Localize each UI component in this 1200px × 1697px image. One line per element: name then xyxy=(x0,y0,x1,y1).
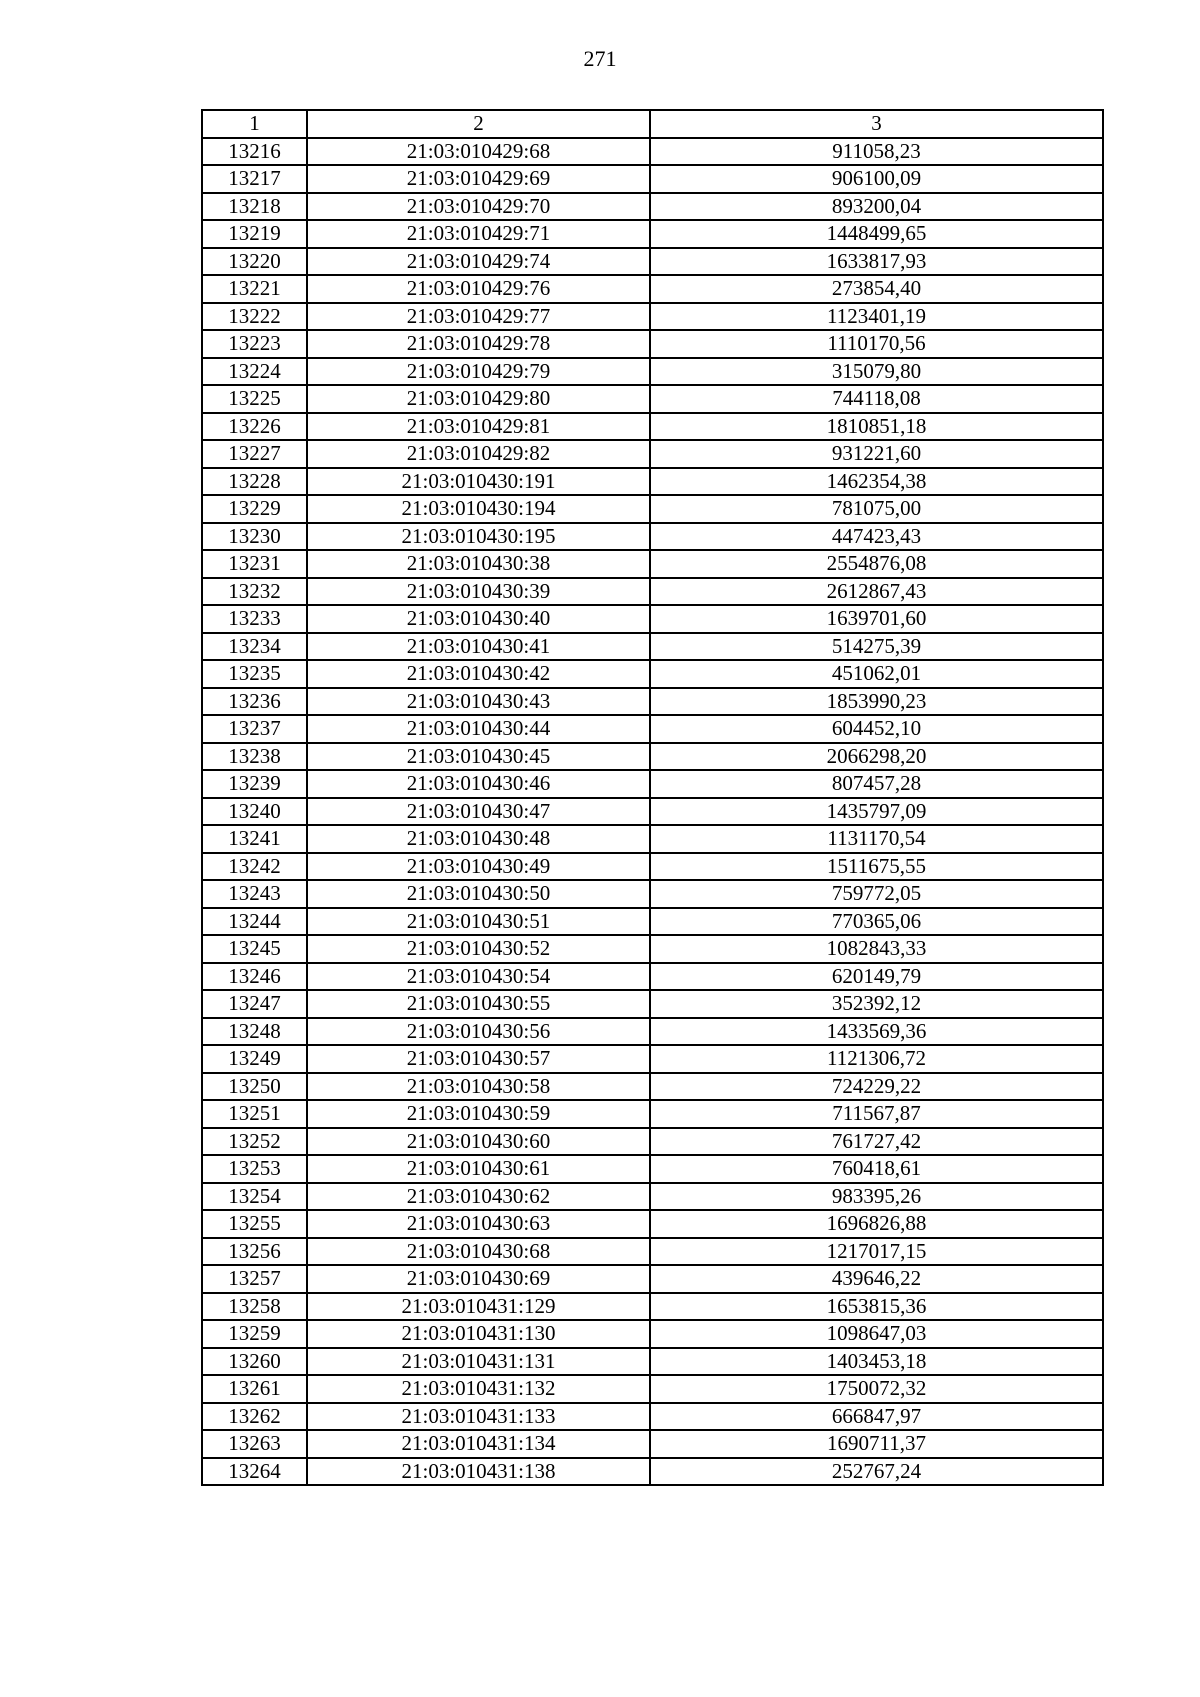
row-number-cell: 13252 xyxy=(202,1128,307,1156)
table-row xyxy=(202,358,1103,386)
row-number-cell: 13229 xyxy=(202,495,307,523)
value-cell: 1462354,38 xyxy=(650,468,1103,496)
value-cell: 2066298,20 xyxy=(650,743,1103,771)
value-cell: 911058,23 xyxy=(650,138,1103,166)
cadastral-number-cell: 21:03:010430:40 xyxy=(307,605,650,633)
value-cell: 620149,79 xyxy=(650,963,1103,991)
value-cell: 1110170,56 xyxy=(650,330,1103,358)
row-number-cell: 13264 xyxy=(202,1458,307,1486)
cadastral-number-cell: 21:03:010430:41 xyxy=(307,633,650,661)
table-row xyxy=(202,660,1103,688)
value-cell: 1853990,23 xyxy=(650,688,1103,716)
row-number-cell: 13262 xyxy=(202,1403,307,1431)
value-cell: 666847,97 xyxy=(650,1403,1103,1431)
value-cell: 2554876,08 xyxy=(650,550,1103,578)
row-number-cell: 13220 xyxy=(202,248,307,276)
table-row xyxy=(202,853,1103,881)
table-row xyxy=(202,743,1103,771)
cadastral-number-cell: 21:03:010429:78 xyxy=(307,330,650,358)
table-row xyxy=(202,770,1103,798)
cadastral-number-cell: 21:03:010431:131 xyxy=(307,1348,650,1376)
row-number-cell: 13234 xyxy=(202,633,307,661)
value-cell: 1123401,19 xyxy=(650,303,1103,331)
table-row xyxy=(202,385,1103,413)
table-row xyxy=(202,1128,1103,1156)
table-row xyxy=(202,248,1103,276)
value-cell: 761727,42 xyxy=(650,1128,1103,1156)
value-cell: 352392,12 xyxy=(650,990,1103,1018)
row-number-cell: 13216 xyxy=(202,138,307,166)
table-row xyxy=(202,798,1103,826)
value-cell: 514275,39 xyxy=(650,633,1103,661)
table-row xyxy=(202,633,1103,661)
cadastral-number-cell: 21:03:010430:59 xyxy=(307,1100,650,1128)
table-row xyxy=(202,330,1103,358)
column-header-2: 2 xyxy=(307,110,650,138)
value-cell: 1121306,72 xyxy=(650,1045,1103,1073)
value-cell: 1810851,18 xyxy=(650,413,1103,441)
cadastral-number-cell: 21:03:010430:195 xyxy=(307,523,650,551)
row-number-cell: 13218 xyxy=(202,193,307,221)
row-number-cell: 13227 xyxy=(202,440,307,468)
cadastral-number-cell: 21:03:010430:50 xyxy=(307,880,650,908)
value-cell: 1403453,18 xyxy=(650,1348,1103,1376)
value-cell: 931221,60 xyxy=(650,440,1103,468)
table-header-row xyxy=(202,110,1103,138)
value-cell: 1511675,55 xyxy=(650,853,1103,881)
table-row xyxy=(202,1458,1103,1486)
table-row xyxy=(202,715,1103,743)
table-row xyxy=(202,1430,1103,1458)
value-cell: 711567,87 xyxy=(650,1100,1103,1128)
cadastral-number-cell: 21:03:010430:45 xyxy=(307,743,650,771)
cadastral-number-cell: 21:03:010431:129 xyxy=(307,1293,650,1321)
table-row xyxy=(202,1265,1103,1293)
row-number-cell: 13245 xyxy=(202,935,307,963)
value-cell: 1098647,03 xyxy=(650,1320,1103,1348)
row-number-cell: 13248 xyxy=(202,1018,307,1046)
table-body xyxy=(202,138,1103,1486)
value-cell: 1653815,36 xyxy=(650,1293,1103,1321)
row-number-cell: 13256 xyxy=(202,1238,307,1266)
table-row xyxy=(202,1320,1103,1348)
table-row xyxy=(202,1210,1103,1238)
value-cell: 1435797,09 xyxy=(650,798,1103,826)
cadastral-number-cell: 21:03:010429:81 xyxy=(307,413,650,441)
table-row xyxy=(202,578,1103,606)
cadastral-number-cell: 21:03:010429:79 xyxy=(307,358,650,386)
cadastral-number-cell: 21:03:010430:62 xyxy=(307,1183,650,1211)
cadastral-number-cell: 21:03:010430:55 xyxy=(307,990,650,1018)
cadastral-number-cell: 21:03:010429:74 xyxy=(307,248,650,276)
table-row xyxy=(202,1018,1103,1046)
value-cell: 1633817,93 xyxy=(650,248,1103,276)
value-cell: 724229,22 xyxy=(650,1073,1103,1101)
cadastral-number-cell: 21:03:010431:133 xyxy=(307,1403,650,1431)
row-number-cell: 13246 xyxy=(202,963,307,991)
table-row xyxy=(202,440,1103,468)
table-row xyxy=(202,880,1103,908)
table-row xyxy=(202,688,1103,716)
value-cell: 1433569,36 xyxy=(650,1018,1103,1046)
value-cell: 451062,01 xyxy=(650,660,1103,688)
cadastral-number-cell: 21:03:010430:63 xyxy=(307,1210,650,1238)
value-cell: 1217017,15 xyxy=(650,1238,1103,1266)
row-number-cell: 13225 xyxy=(202,385,307,413)
value-cell: 807457,28 xyxy=(650,770,1103,798)
row-number-cell: 13221 xyxy=(202,275,307,303)
row-number-cell: 13240 xyxy=(202,798,307,826)
table-row xyxy=(202,908,1103,936)
row-number-cell: 13233 xyxy=(202,605,307,633)
table-row xyxy=(202,1293,1103,1321)
cadastral-number-cell: 21:03:010431:138 xyxy=(307,1458,650,1486)
cadastral-number-cell: 21:03:010430:56 xyxy=(307,1018,650,1046)
cadastral-number-cell: 21:03:010429:82 xyxy=(307,440,650,468)
row-number-cell: 13231 xyxy=(202,550,307,578)
cadastral-number-cell: 21:03:010429:76 xyxy=(307,275,650,303)
row-number-cell: 13242 xyxy=(202,853,307,881)
table-row xyxy=(202,193,1103,221)
cadastral-number-cell: 21:03:010430:58 xyxy=(307,1073,650,1101)
value-cell: 893200,04 xyxy=(650,193,1103,221)
value-cell: 1082843,33 xyxy=(650,935,1103,963)
cadastral-number-cell: 21:03:010430:61 xyxy=(307,1155,650,1183)
row-number-cell: 13230 xyxy=(202,523,307,551)
row-number-cell: 13224 xyxy=(202,358,307,386)
value-cell: 759772,05 xyxy=(650,880,1103,908)
row-number-cell: 13237 xyxy=(202,715,307,743)
value-cell: 1750072,32 xyxy=(650,1375,1103,1403)
row-number-cell: 13219 xyxy=(202,220,307,248)
registry-table xyxy=(201,109,1104,1486)
cadastral-number-cell: 21:03:010429:69 xyxy=(307,165,650,193)
value-cell: 315079,80 xyxy=(650,358,1103,386)
cadastral-number-cell: 21:03:010430:57 xyxy=(307,1045,650,1073)
value-cell: 906100,09 xyxy=(650,165,1103,193)
row-number-cell: 13235 xyxy=(202,660,307,688)
value-cell: 760418,61 xyxy=(650,1155,1103,1183)
table-row xyxy=(202,1073,1103,1101)
row-number-cell: 13259 xyxy=(202,1320,307,1348)
row-number-cell: 13226 xyxy=(202,413,307,441)
table-row xyxy=(202,303,1103,331)
cadastral-number-cell: 21:03:010430:68 xyxy=(307,1238,650,1266)
row-number-cell: 13258 xyxy=(202,1293,307,1321)
cadastral-number-cell: 21:03:010430:42 xyxy=(307,660,650,688)
table-row xyxy=(202,165,1103,193)
cadastral-number-cell: 21:03:010430:43 xyxy=(307,688,650,716)
cadastral-number-cell: 21:03:010430:44 xyxy=(307,715,650,743)
row-number-cell: 13228 xyxy=(202,468,307,496)
row-number-cell: 13257 xyxy=(202,1265,307,1293)
table-row xyxy=(202,1375,1103,1403)
cadastral-number-cell: 21:03:010430:60 xyxy=(307,1128,650,1156)
table-row xyxy=(202,1348,1103,1376)
row-number-cell: 13244 xyxy=(202,908,307,936)
row-number-cell: 13254 xyxy=(202,1183,307,1211)
row-number-cell: 13238 xyxy=(202,743,307,771)
cadastral-number-cell: 21:03:010429:80 xyxy=(307,385,650,413)
cadastral-number-cell: 21:03:010430:194 xyxy=(307,495,650,523)
cadastral-number-cell: 21:03:010430:47 xyxy=(307,798,650,826)
table-row xyxy=(202,1045,1103,1073)
row-number-cell: 13247 xyxy=(202,990,307,1018)
cadastral-number-cell: 21:03:010430:52 xyxy=(307,935,650,963)
cadastral-number-cell: 21:03:010430:69 xyxy=(307,1265,650,1293)
cadastral-number-cell: 21:03:010431:130 xyxy=(307,1320,650,1348)
value-cell: 1131170,54 xyxy=(650,825,1103,853)
cadastral-number-cell: 21:03:010430:38 xyxy=(307,550,650,578)
cadastral-number-cell: 21:03:010430:39 xyxy=(307,578,650,606)
value-cell: 781075,00 xyxy=(650,495,1103,523)
row-number-cell: 13251 xyxy=(202,1100,307,1128)
row-number-cell: 13263 xyxy=(202,1430,307,1458)
table-row xyxy=(202,495,1103,523)
cadastral-number-cell: 21:03:010429:71 xyxy=(307,220,650,248)
row-number-cell: 13236 xyxy=(202,688,307,716)
page-number: 271 xyxy=(583,46,617,71)
row-number-cell: 13222 xyxy=(202,303,307,331)
cadastral-number-cell: 21:03:010430:54 xyxy=(307,963,650,991)
row-number-cell: 13250 xyxy=(202,1073,307,1101)
table-row xyxy=(202,605,1103,633)
value-cell: 1696826,88 xyxy=(650,1210,1103,1238)
column-header-1: 1 xyxy=(202,110,307,138)
value-cell: 604452,10 xyxy=(650,715,1103,743)
cadastral-number-cell: 21:03:010430:48 xyxy=(307,825,650,853)
row-number-cell: 13261 xyxy=(202,1375,307,1403)
value-cell: 770365,06 xyxy=(650,908,1103,936)
row-number-cell: 13239 xyxy=(202,770,307,798)
value-cell: 1690711,37 xyxy=(650,1430,1103,1458)
value-cell: 2612867,43 xyxy=(650,578,1103,606)
cadastral-number-cell: 21:03:010429:68 xyxy=(307,138,650,166)
table-row xyxy=(202,275,1103,303)
table-row xyxy=(202,220,1103,248)
row-number-cell: 13223 xyxy=(202,330,307,358)
row-number-cell: 13217 xyxy=(202,165,307,193)
cadastral-number-cell: 21:03:010431:134 xyxy=(307,1430,650,1458)
table-row xyxy=(202,138,1103,166)
row-number-cell: 13243 xyxy=(202,880,307,908)
table-row xyxy=(202,990,1103,1018)
value-cell: 252767,24 xyxy=(650,1458,1103,1486)
table-row xyxy=(202,935,1103,963)
table-row xyxy=(202,523,1103,551)
row-number-cell: 13255 xyxy=(202,1210,307,1238)
table-row xyxy=(202,825,1103,853)
cadastral-number-cell: 21:03:010429:70 xyxy=(307,193,650,221)
table-row xyxy=(202,413,1103,441)
table-row xyxy=(202,468,1103,496)
table-row xyxy=(202,1183,1103,1211)
cadastral-number-cell: 21:03:010431:132 xyxy=(307,1375,650,1403)
value-cell: 983395,26 xyxy=(650,1183,1103,1211)
value-cell: 439646,22 xyxy=(650,1265,1103,1293)
value-cell: 744118,08 xyxy=(650,385,1103,413)
value-cell: 447423,43 xyxy=(650,523,1103,551)
cadastral-number-cell: 21:03:010430:46 xyxy=(307,770,650,798)
cadastral-number-cell: 21:03:010430:51 xyxy=(307,908,650,936)
row-number-cell: 13249 xyxy=(202,1045,307,1073)
cadastral-number-cell: 21:03:010430:49 xyxy=(307,853,650,881)
table-row xyxy=(202,1238,1103,1266)
value-cell: 1448499,65 xyxy=(650,220,1103,248)
row-number-cell: 13253 xyxy=(202,1155,307,1183)
column-header-3: 3 xyxy=(650,110,1103,138)
value-cell: 1639701,60 xyxy=(650,605,1103,633)
table-row xyxy=(202,550,1103,578)
row-number-cell: 13232 xyxy=(202,578,307,606)
table-row xyxy=(202,1403,1103,1431)
value-cell: 273854,40 xyxy=(650,275,1103,303)
row-number-cell: 13241 xyxy=(202,825,307,853)
row-number-cell: 13260 xyxy=(202,1348,307,1376)
table-row xyxy=(202,1155,1103,1183)
table-row xyxy=(202,963,1103,991)
cadastral-number-cell: 21:03:010430:191 xyxy=(307,468,650,496)
cadastral-number-cell: 21:03:010429:77 xyxy=(307,303,650,331)
table-row xyxy=(202,1100,1103,1128)
